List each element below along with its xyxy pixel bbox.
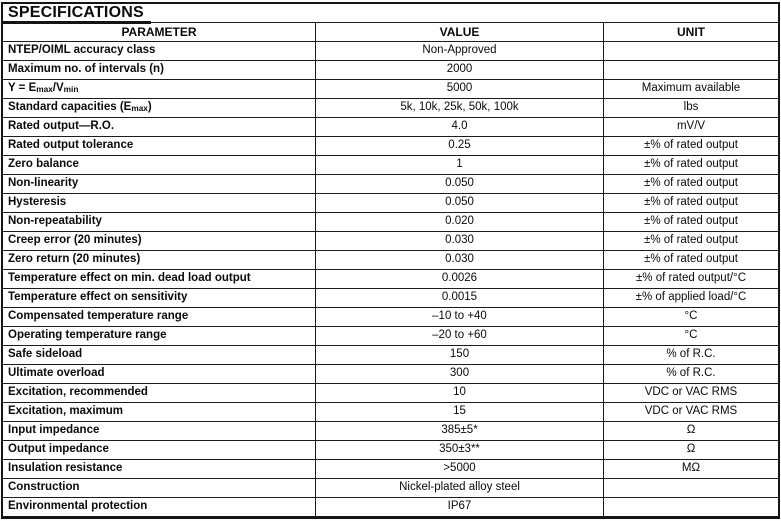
table-header-row bbox=[3, 23, 778, 42]
parameter-cell: Rated output tolerance bbox=[3, 137, 316, 155]
table-row bbox=[3, 137, 778, 156]
value-cell: 0.030 bbox=[316, 251, 604, 269]
value-cell: Nickel-plated alloy steel bbox=[316, 479, 604, 497]
parameter-cell: Non-linearity bbox=[3, 175, 316, 193]
value-cell: 150 bbox=[316, 346, 604, 364]
unit-cell: ±% of rated output bbox=[644, 177, 738, 190]
unit-cell bbox=[604, 479, 778, 497]
unit-cell bbox=[604, 61, 778, 79]
parameter-cell: Operating temperature range bbox=[3, 327, 316, 345]
unit-cell: lbs bbox=[683, 101, 699, 114]
unit-cell: Ω bbox=[686, 443, 696, 456]
parameter-cell: Output impedance bbox=[3, 441, 316, 459]
parameter-cell: Temperature effect on min. dead load output bbox=[3, 270, 316, 288]
value-cell: IP67 bbox=[316, 498, 604, 516]
unit-cell: ±% of rated output bbox=[644, 234, 738, 247]
value-cell: 4.0 bbox=[316, 118, 604, 136]
value-cell: 15 bbox=[316, 403, 604, 421]
value-cell: 10 bbox=[316, 384, 604, 402]
unit-cell: % of R.C. bbox=[666, 367, 716, 380]
column-header-parameter: PARAMETER bbox=[3, 23, 316, 41]
unit-cell: Ω bbox=[686, 424, 696, 437]
value-cell: 2000 bbox=[316, 61, 604, 79]
parameter-cell: Zero balance bbox=[3, 156, 316, 174]
table-row bbox=[3, 232, 778, 251]
table-row bbox=[3, 118, 778, 137]
value-cell: 0.030 bbox=[316, 232, 604, 250]
table-row bbox=[3, 365, 778, 384]
table-title: SPECIFICATIONS bbox=[8, 4, 144, 21]
table-row bbox=[3, 175, 778, 194]
value-cell: 0.0026 bbox=[316, 270, 604, 288]
parameter-cell: Hysteresis bbox=[3, 194, 316, 212]
table-body bbox=[3, 42, 778, 516]
table-row bbox=[3, 213, 778, 232]
value-cell: –20 to +60 bbox=[316, 327, 604, 345]
unit-cell: VDC or VAC RMS bbox=[644, 405, 738, 418]
value-cell: 5k, 10k, 25k, 50k, 100k bbox=[316, 99, 604, 117]
table-row bbox=[3, 479, 778, 498]
parameter-cell: Construction bbox=[3, 479, 316, 497]
unit-cell: Maximum available bbox=[641, 82, 741, 95]
unit-cell: °C bbox=[684, 329, 698, 342]
specifications-table bbox=[1, 2, 780, 519]
value-cell: –10 to +40 bbox=[316, 308, 604, 326]
parameter-cell: Y = E $_{max}$ /V $_{min}$ bbox=[3, 80, 316, 98]
value-cell: 0.0015 bbox=[316, 289, 604, 307]
parameter-cell: Environmental protection bbox=[3, 498, 316, 516]
unit-cell: % of R.C. bbox=[666, 348, 716, 361]
unit-cell: MΩ bbox=[681, 462, 701, 475]
unit-cell: mV/V bbox=[676, 120, 706, 133]
unit-cell bbox=[604, 42, 778, 60]
table-row bbox=[3, 80, 778, 99]
column-header-unit: UNIT bbox=[677, 25, 705, 39]
parameter-cell: Excitation, maximum bbox=[3, 403, 316, 421]
table-row bbox=[3, 42, 778, 61]
table-row bbox=[3, 270, 778, 289]
value-cell: 5000 bbox=[316, 80, 604, 98]
table-row bbox=[3, 156, 778, 175]
parameter-cell: Zero return (20 minutes) bbox=[3, 251, 316, 269]
parameter-cell: Input impedance bbox=[3, 422, 316, 440]
value-cell: >5000 bbox=[316, 460, 604, 478]
unit-cell: ±% of rated output bbox=[644, 253, 738, 266]
table-row bbox=[3, 194, 778, 213]
table-row bbox=[3, 308, 778, 327]
table-row bbox=[3, 99, 778, 118]
parameter-cell: Temperature effect on sensitivity bbox=[3, 289, 316, 307]
value-cell: 385±5* bbox=[316, 422, 604, 440]
parameter-cell: Non-repeatability bbox=[3, 213, 316, 231]
table-row bbox=[3, 61, 778, 80]
unit-cell: ±% of rated output/°C bbox=[636, 272, 746, 285]
parameter-cell: Safe sideload bbox=[3, 346, 316, 364]
parameter-cell: Insulation resistance bbox=[3, 460, 316, 478]
parameter-cell: NTEP/OIML accuracy class bbox=[3, 42, 316, 60]
table-row bbox=[3, 289, 778, 308]
unit-cell: °C bbox=[684, 310, 698, 323]
unit-cell: ±% of rated output bbox=[644, 196, 738, 209]
parameter-cell: Standard capacities (E $_{max}$ ) bbox=[3, 99, 316, 117]
unit-cell bbox=[604, 498, 778, 516]
parameter-cell: Ultimate overload bbox=[3, 365, 316, 383]
table-row bbox=[3, 251, 778, 270]
table-row bbox=[3, 327, 778, 346]
table-row bbox=[3, 498, 778, 516]
table-row bbox=[3, 441, 778, 460]
value-cell: 0.050 bbox=[316, 194, 604, 212]
table-row bbox=[3, 384, 778, 403]
parameter-cell: Creep error (20 minutes) bbox=[3, 232, 316, 250]
column-header-value: VALUE bbox=[316, 23, 604, 41]
parameter-cell: Rated output—R.O. bbox=[3, 118, 316, 136]
unit-cell: ±% of applied load/°C bbox=[635, 291, 747, 304]
table-title-row bbox=[3, 4, 778, 23]
value-cell: 1 bbox=[316, 156, 604, 174]
value-cell: 350±3** bbox=[316, 441, 604, 459]
parameter-cell: Maximum no. of intervals (n) bbox=[3, 61, 316, 79]
value-cell: Non-Approved bbox=[316, 42, 604, 60]
table-row bbox=[3, 346, 778, 365]
parameter-cell: Excitation, recommended bbox=[3, 384, 316, 402]
value-cell: 0.25 bbox=[316, 137, 604, 155]
table-row bbox=[3, 460, 778, 479]
parameter-cell: Compensated temperature range bbox=[3, 308, 316, 326]
unit-cell: ±% of rated output bbox=[644, 139, 738, 152]
value-cell: 0.020 bbox=[316, 213, 604, 231]
unit-cell: ±% of rated output bbox=[644, 158, 738, 171]
value-cell: 0.050 bbox=[316, 175, 604, 193]
table-row bbox=[3, 403, 778, 422]
unit-cell: ±% of rated output bbox=[644, 215, 738, 228]
value-cell: 300 bbox=[316, 365, 604, 383]
unit-cell: VDC or VAC RMS bbox=[644, 386, 738, 399]
title-underline bbox=[3, 21, 151, 24]
table-row bbox=[3, 422, 778, 441]
